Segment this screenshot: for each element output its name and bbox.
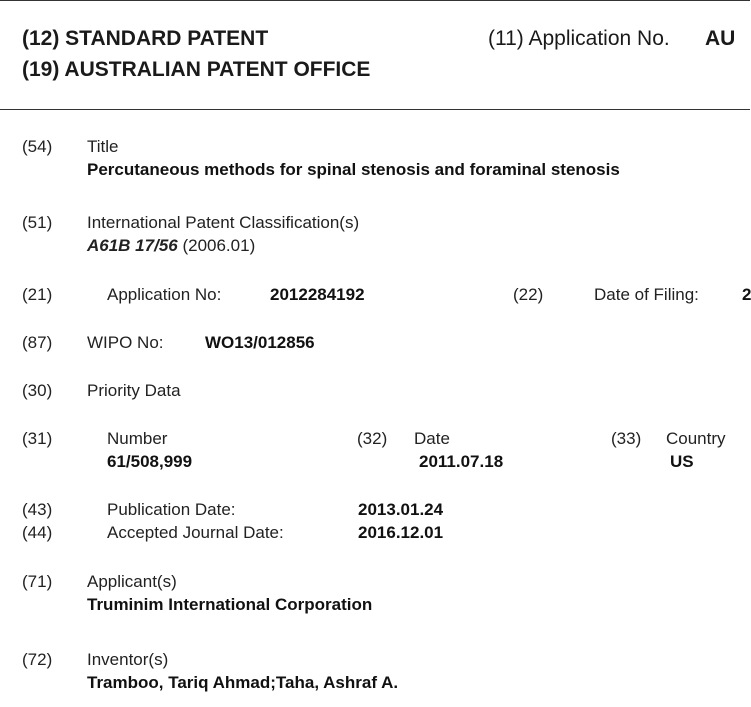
priority-number-value: 61/508,999: [107, 452, 193, 471]
patent-office-heading: (19) AUSTRALIAN PATENT OFFICE: [22, 58, 371, 81]
header-divider: [0, 109, 750, 110]
inventor-value: Tramboo, Tariq Ahmad;Taha, Ashraf A.: [87, 673, 399, 692]
priority-date-label: Date: [414, 429, 450, 448]
publication-label: Publication Date:: [107, 500, 236, 519]
applicant-label: Applicant(s): [87, 572, 177, 591]
applicant-value: Truminim International Corporation: [87, 595, 373, 614]
classification-value: [87, 236, 255, 256]
patent-kind-heading: (12) STANDARD PATENT: [22, 27, 269, 50]
title-value: Percutaneous methods for spinal stenosis and foraminal stenosis: [87, 160, 620, 179]
application-label: Application No:: [107, 285, 222, 304]
wipo-label: WIPO No:: [87, 333, 164, 352]
application-code: (21): [22, 285, 53, 304]
classification-symbol: A61B 17/56: [87, 236, 178, 255]
filing-label: Date of Filing:: [594, 285, 699, 304]
priority-date-code: (32): [357, 429, 388, 448]
publication-code: (43): [22, 500, 53, 519]
priority-number-label: Number: [107, 429, 168, 448]
application-number-label: (11) Application No.: [488, 27, 670, 50]
wipo-code: (87): [22, 333, 53, 352]
accepted-code: (44): [22, 523, 53, 542]
classification-version: (2006.01): [177, 236, 256, 255]
accepted-label: Accepted Journal Date:: [107, 523, 284, 542]
wipo-value: WO13/012856: [205, 333, 315, 352]
priority-country-label: Country: [666, 429, 726, 448]
priority-number-code: (31): [22, 429, 53, 448]
priority-code: (30): [22, 381, 53, 400]
priority-country-code: (33): [611, 429, 642, 448]
accepted-value: 2016.12.01: [358, 523, 444, 542]
application-number-value: AU: [705, 27, 736, 50]
priority-country-value: US: [670, 452, 694, 471]
inventor-label: Inventor(s): [87, 650, 169, 669]
priority-label: Priority Data: [87, 381, 181, 400]
title-label: Title: [87, 137, 119, 156]
priority-date-value: 2011.07.18: [419, 452, 504, 471]
classification-label: International Patent Classification(s): [87, 213, 360, 232]
filing-code: (22): [513, 285, 544, 304]
application-value: 2012284192: [270, 285, 365, 304]
title-code: (54): [22, 137, 53, 156]
filing-value: 2: [742, 285, 751, 304]
applicant-code: (71): [22, 572, 53, 591]
top-border-line: [0, 0, 750, 1]
classification-code: (51): [22, 213, 53, 232]
inventor-code: (72): [22, 650, 53, 669]
publication-value: 2013.01.24: [358, 500, 444, 519]
